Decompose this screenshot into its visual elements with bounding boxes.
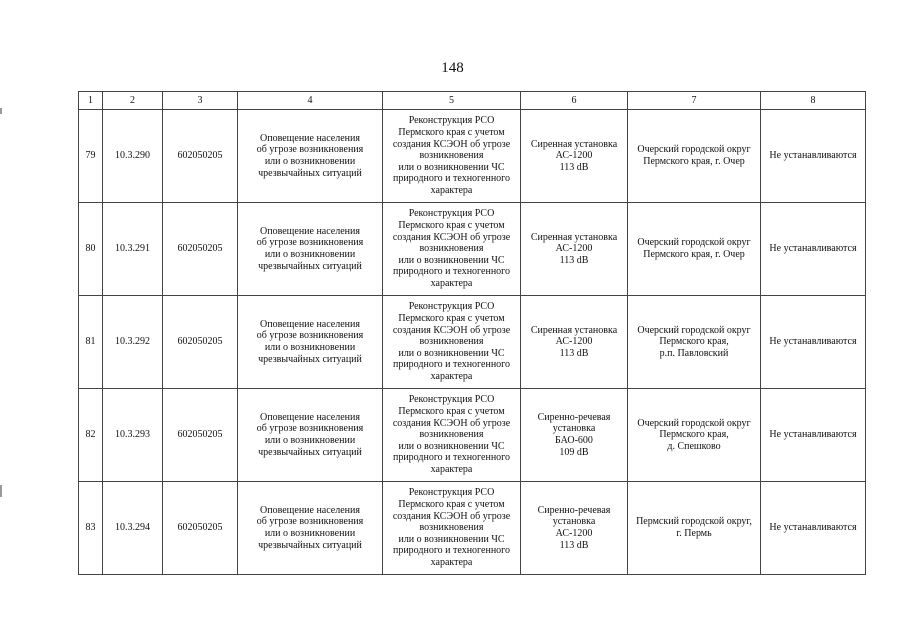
- location-line: Очерский городской округ: [637, 237, 751, 249]
- restrictions-cell: Не устанавливаются: [761, 482, 866, 575]
- equipment-line: Сиренно-речевая: [537, 411, 611, 423]
- equipment-line: 113 dB: [559, 161, 589, 173]
- row-id-cell: 10.3.293: [103, 389, 163, 482]
- location-line: д. Спешково: [667, 440, 721, 452]
- row-number-cell: 82: [79, 389, 103, 482]
- purpose-line: или о возникновении: [264, 342, 356, 353]
- location-line: Пермского края, г. Очер: [643, 249, 745, 260]
- table-header-row: [79, 92, 866, 110]
- purpose-line: Оповещение населения: [260, 318, 360, 330]
- row-number-cell: 83: [79, 482, 103, 575]
- equipment-line: АС-1200: [555, 528, 593, 539]
- equipment-line: Сиренная установка: [530, 138, 618, 150]
- equipment-line: БАО-600: [555, 435, 593, 446]
- project-line: возникновения: [419, 150, 484, 162]
- equipment-line: АС-1200: [555, 243, 593, 255]
- table-row: [79, 110, 866, 203]
- location-line: Пермского края,: [659, 429, 729, 441]
- purpose-cell: [238, 389, 383, 482]
- row-id-cell: 10.3.291: [103, 203, 163, 296]
- purpose-line: об угрозе возникновения: [256, 144, 364, 156]
- project-line: Пермского края с учетом: [398, 499, 505, 511]
- location-line: Очерский городской округ: [637, 324, 751, 336]
- location-cell: [628, 203, 761, 296]
- purpose-line: чрезвычайных ситуаций: [258, 539, 362, 551]
- equipment-cell: [521, 110, 628, 203]
- register-table: [78, 91, 866, 575]
- project-line: Пермского края с учетом: [398, 220, 505, 232]
- project-line: Реконструкция РСО: [408, 115, 495, 127]
- restrictions-cell: Не устанавливаются: [761, 296, 866, 389]
- equipment-line: 109 dB: [559, 446, 589, 458]
- row-code-cell: 602050205: [163, 296, 238, 389]
- project-line: Реконструкция РСО: [408, 208, 495, 220]
- column-header: 2: [103, 92, 163, 110]
- project-line: возникновения: [419, 522, 484, 534]
- project-line: характера: [430, 556, 473, 568]
- purpose-cell: [238, 110, 383, 203]
- purpose-line: Оповещение населения: [260, 411, 360, 423]
- purpose-cell: [238, 296, 383, 389]
- row-id-cell: 10.3.294: [103, 482, 163, 575]
- equipment-line: 113 dB: [559, 254, 589, 266]
- location-cell: [628, 110, 761, 203]
- restrictions-cell: Не устанавливаются: [761, 110, 866, 203]
- purpose-line: об угрозе возникновения: [256, 330, 364, 342]
- project-line: природного и техногенного: [392, 173, 511, 185]
- project-line: или о возникновении ЧС: [398, 254, 505, 266]
- restrictions-cell: Не устанавливаются: [761, 203, 866, 296]
- location-line: Очерский городской округ: [637, 144, 751, 156]
- purpose-cell: [238, 203, 383, 296]
- location-cell: [628, 389, 761, 482]
- project-line: характера: [430, 463, 473, 475]
- project-line: природного и техногенного: [392, 266, 511, 278]
- location-line: Пермский городской округ,: [636, 516, 752, 528]
- project-line: создания КСЭОН об угрозе: [392, 231, 511, 243]
- equipment-cell: [521, 296, 628, 389]
- project-line: характера: [430, 184, 473, 196]
- purpose-line: Оповещение населения: [260, 504, 360, 516]
- location-line: р.п. Павловский: [659, 347, 729, 359]
- equipment-line: Сиренная установка: [530, 231, 618, 243]
- equipment-line: 113 dB: [559, 539, 589, 551]
- row-code-cell: 602050205: [163, 203, 238, 296]
- column-header: 1: [79, 92, 103, 110]
- location-line: Пермского края, г. Очер: [643, 156, 745, 167]
- project-line: природного и техногенного: [392, 545, 511, 557]
- table-row: [79, 389, 866, 482]
- project-line: возникновения: [419, 336, 484, 348]
- scan-edge-mark: [0, 485, 2, 497]
- page-number: 148: [441, 60, 464, 76]
- purpose-line: Оповещение населения: [260, 132, 360, 144]
- row-number-cell: 81: [79, 296, 103, 389]
- purpose-line: или о возникновении: [264, 156, 356, 167]
- purpose-line: Оповещение населения: [260, 225, 360, 237]
- project-cell: [383, 389, 521, 482]
- purpose-line: чрезвычайных ситуаций: [258, 446, 362, 458]
- restrictions-cell: Не устанавливаются: [761, 389, 866, 482]
- equipment-cell: [521, 389, 628, 482]
- purpose-line: чрезвычайных ситуаций: [258, 260, 362, 272]
- column-header: 6: [521, 92, 628, 110]
- project-line: или о возникновении ЧС: [398, 161, 505, 173]
- project-cell: [383, 203, 521, 296]
- location-line: Очерский городской округ: [637, 417, 751, 429]
- equipment-line: АС-1200: [555, 336, 593, 348]
- equipment-line: 113 dB: [559, 347, 589, 359]
- project-cell: [383, 482, 521, 575]
- project-line: Пермского края с учетом: [398, 127, 505, 139]
- row-id-cell: 10.3.290: [103, 110, 163, 203]
- project-cell: [383, 110, 521, 203]
- column-header: 5: [383, 92, 521, 110]
- column-header: 7: [628, 92, 761, 110]
- purpose-cell: [238, 482, 383, 575]
- project-line: или о возникновении ЧС: [398, 440, 505, 452]
- project-line: природного и техногенного: [392, 359, 511, 371]
- equipment-line: АС-1200: [555, 150, 593, 162]
- purpose-line: об угрозе возникновения: [256, 237, 364, 249]
- table-row: [79, 203, 866, 296]
- column-header: 3: [163, 92, 238, 110]
- purpose-line: чрезвычайных ситуаций: [258, 353, 362, 365]
- equipment-cell: [521, 203, 628, 296]
- project-line: создания КСЭОН об угрозе: [392, 324, 511, 336]
- table-row: [79, 296, 866, 389]
- project-line: возникновения: [419, 243, 484, 255]
- equipment-line: Сиренная установка: [530, 324, 618, 336]
- project-line: Пермского края с учетом: [398, 313, 505, 325]
- table-row: [79, 482, 866, 575]
- purpose-line: чрезвычайных ситуаций: [258, 167, 362, 179]
- project-line: или о возникновении ЧС: [398, 347, 505, 359]
- project-line: Реконструкция РСО: [408, 487, 495, 499]
- project-line: характера: [430, 370, 473, 382]
- row-number-cell: 80: [79, 203, 103, 296]
- row-code-cell: 602050205: [163, 389, 238, 482]
- project-line: Реконструкция РСО: [408, 301, 495, 313]
- scan-edge-mark: [0, 108, 2, 114]
- project-line: создания КСЭОН об угрозе: [392, 138, 511, 150]
- location-line: г. Пермь: [676, 528, 712, 539]
- project-line: Реконструкция РСО: [408, 394, 495, 406]
- column-header: 8: [761, 92, 866, 110]
- project-line: или о возникновении ЧС: [398, 533, 505, 545]
- project-line: характера: [430, 277, 473, 289]
- equipment-cell: [521, 482, 628, 575]
- project-line: природного и техногенного: [392, 452, 511, 464]
- row-code-cell: 602050205: [163, 482, 238, 575]
- row-code-cell: 602050205: [163, 110, 238, 203]
- project-cell: [383, 296, 521, 389]
- project-line: возникновения: [419, 429, 484, 441]
- purpose-line: или о возникновении: [264, 528, 356, 539]
- row-id-cell: 10.3.292: [103, 296, 163, 389]
- column-header: 4: [238, 92, 383, 110]
- row-number-cell: 79: [79, 110, 103, 203]
- location-cell: [628, 482, 761, 575]
- equipment-line: Сиренно-речевая: [537, 504, 611, 516]
- equipment-line: установка: [552, 516, 596, 528]
- location-line: Пермского края,: [659, 336, 729, 348]
- project-line: создания КСЭОН об угрозе: [392, 510, 511, 522]
- project-line: Пермского края с учетом: [398, 406, 505, 418]
- equipment-line: установка: [552, 423, 596, 435]
- location-cell: [628, 296, 761, 389]
- purpose-line: об угрозе возникновения: [256, 516, 364, 528]
- purpose-line: или о возникновении: [264, 435, 356, 446]
- project-line: создания КСЭОН об угрозе: [392, 417, 511, 429]
- purpose-line: или о возникновении: [264, 249, 356, 260]
- purpose-line: об угрозе возникновения: [256, 423, 364, 435]
